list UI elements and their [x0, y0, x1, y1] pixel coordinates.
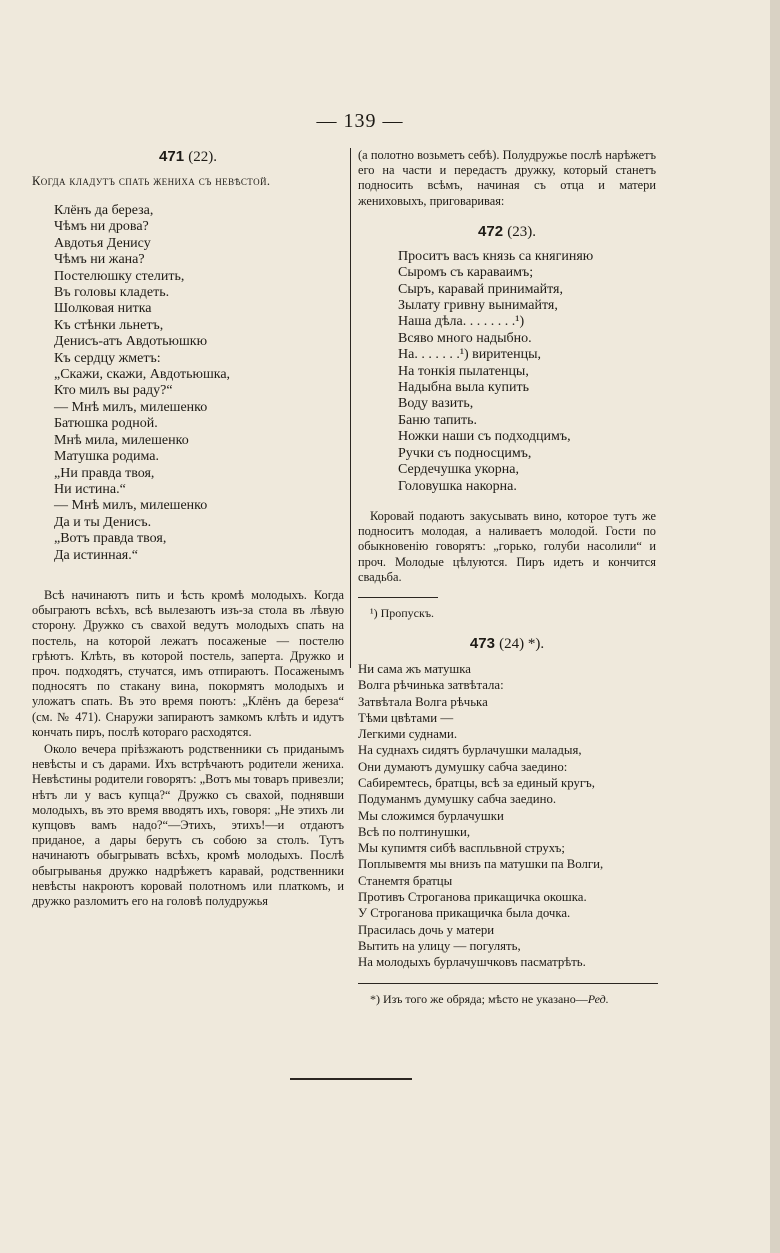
verse-line: Мы купимтя сибѣ васпльвной струхъ;: [358, 841, 565, 856]
verse-line: Авдотья Денису: [54, 235, 151, 251]
verse-line: Прасилась дочь у матери: [358, 922, 495, 937]
verse-line: Батюшка родной.: [54, 416, 158, 432]
verse-line: Сердечушка укорна,: [398, 462, 519, 478]
page-number: — 139 —: [316, 110, 404, 132]
song-number: 473: [469, 634, 495, 652]
left-column: [32, 148, 344, 909]
verse-line: Легкими суднами.: [358, 727, 458, 742]
verse-line: Шолковая нитка: [54, 301, 152, 317]
verse-line: Подуманмъ думушку сабча заедино.: [358, 792, 557, 807]
verse-472: [398, 249, 656, 495]
verse-line: Воду вазить,: [398, 396, 474, 412]
verse-line: Къ сердцу жметъ:: [54, 350, 161, 366]
verse-line: Да и ты Денисъ.: [54, 514, 152, 530]
song-heading-473: [358, 635, 656, 653]
verse-471: [54, 203, 344, 564]
song-heading-472: [358, 223, 656, 241]
verse-line: Волга рѣчинька затвѣтала:: [358, 678, 504, 693]
verse-line: Денисъ-атъ Авдотьюшкю: [54, 334, 208, 350]
song-subnumber: (22).: [188, 149, 217, 165]
verse-473: [358, 661, 656, 971]
editor-footnote: [370, 992, 656, 1007]
verse-line: Противъ Строганова прикащичка окошка.: [358, 890, 587, 905]
end-rule: [290, 1078, 412, 1080]
verse-line: — Мнѣ милъ, милешенко: [54, 399, 208, 415]
verse-line: Ножки наши съ подходцимъ,: [398, 429, 571, 445]
verse-line: Баню тапить.: [398, 412, 478, 428]
verse-line: Станемтя братцы: [358, 873, 453, 888]
verse-line: Поплывемтя мы внизъ па матушки па Волги,: [358, 857, 604, 872]
verse-line: Клёнъ да береза,: [54, 203, 154, 218]
verse-line: Сыромъ съ караваимъ;: [398, 265, 534, 281]
verse-line: „Вотъ правда твоя,: [54, 531, 167, 547]
verse-line: На. . . . . . .¹) виритенцы,: [398, 347, 542, 363]
verse-line: „Ни правда твоя,: [54, 465, 155, 481]
verse-line: Да истинная.“: [54, 547, 138, 563]
verse-line: На тонкія пылатенцы,: [398, 363, 529, 379]
verse-line: Всяво много надыбно.: [398, 330, 532, 346]
verse-line: Сабиремтесь, братцы, всѣ за единый кругъ,: [358, 776, 595, 790]
prose-paragraph: Около вечера пріѣзжаютъ родственники съ приданымъ невѣсты и съ дарами. Ихъ встрѣчаютъ родители жениха. Невѣстины родители говорятъ: „Вотъ мы товаръ привезли; нѣтъ ли у васъ купца?“ Дружко съ свахой, поднявши молодыхъ, въ это время вводятъ ихъ, говоря: „Не этихъ ли купцовъ вамъ надо?“—Этихъ, этихъ!—и отдаютъ приданое, а дары берутъ съ собою за столъ. Тутъ начинаютъ обыгрывать всѣхъ, кромѣ молодыхъ. Послѣ обыгрыванья дружко надрѣжетъ каравай, родственники невѣсты накроютъ коровай полотномъ или платкомъ, и дружко разломитъ его на головѣ полудружья: [32, 741, 344, 908]
verse-line: У Строганова прикащичка была дочка.: [358, 906, 571, 921]
verse-line: Наша дѣла. . . . . . . .¹): [398, 314, 525, 330]
verse-line: Вытить на улицу — погулять,: [358, 938, 521, 953]
verse-line: Проситъ васъ князь са княгиняю: [398, 248, 594, 264]
song-number: 471: [159, 148, 185, 165]
song-number: 472: [478, 222, 504, 240]
verse-line: Постелюшку стелить,: [54, 268, 185, 284]
footnote: ¹) Пропускъ.: [370, 605, 435, 620]
prose-paragraph: Всѣ начинаютъ пить и ѣсть кромѣ молодыхъ. Когда обыграютъ всѣхъ, всѣ вылезаютъ изъ-за стола въ лѣвую сторону. Дружко съ свахой ведутъ молодыхъ спать на постель, на которой лежатъ посаженые — постелю грѣютъ. Клѣть, въ которой постель, заперта. Дружко и проч. подходятъ, стучатся, имъ отпираютъ. Посаженымъ подносятъ по стакану вина, покормятъ молодыхъ и уложатъ спать. Въ это время поютъ: „Клёнъ да береза“ (см. № 471). Снаружи запираютъ замкомъ клѣть и идутъ кончать пиръ, послѣ котораго расходятся.: [32, 587, 344, 739]
footnote-rule: [358, 983, 658, 984]
verse-line: Ни истина.“: [54, 481, 126, 497]
verse-line: На молодыхъ бурлачушчковъ пасматрѣть.: [358, 955, 586, 970]
verse-line: Чѣмъ ни жана?: [54, 252, 145, 268]
song-subtitle: Когда кладутъ спать жениха съ невѣстой.: [32, 174, 271, 188]
verse-line: Мнѣ мила, милешенко: [54, 432, 189, 448]
verse-line: Тѣми цвѣтами —: [358, 710, 454, 725]
verse-line: Сыръ, каравай принимайтя,: [398, 281, 563, 297]
prose-paragraph: Коровай подаютъ закусывать вино, которое тутъ же подноситъ молодая, а наливаетъ молодой. Гости по обыкновенію говорятъ: „горько, голуби насолили“ и проч. Молодые цѣлуются. Пиръ идетъ и кончится свадьба.: [358, 508, 656, 584]
verse-line: Они думаютъ думушку сабча заедино:: [358, 759, 568, 774]
verse-line: Ни сама жъ матушка: [358, 661, 471, 676]
footnote-text: *) Изъ того же обряда; мѣсто не указано—: [370, 991, 588, 1006]
verse-line: Всѣ по полтинушки,: [358, 824, 471, 839]
verse-line: Надыбна выла купить: [398, 380, 529, 396]
song-subnumber: (24) *).: [499, 635, 545, 652]
verse-line: Чѣмъ ни дрова?: [54, 219, 149, 235]
right-column: [358, 148, 656, 1007]
footnote-rule: [358, 597, 438, 598]
song-subnumber: (23).: [507, 223, 536, 240]
verse-line: Ручки съ подносцимъ,: [398, 445, 532, 461]
verse-line: Затвѣтала Волга рѣчька: [358, 694, 488, 709]
verse-line: Зылату гривну вынимайтя,: [398, 298, 558, 314]
verse-line: Кто милъ вы раду?“: [54, 383, 173, 399]
page-edge: [770, 0, 780, 1253]
column-divider: [350, 148, 351, 668]
verse-line: Матушка родима.: [54, 449, 160, 465]
song-heading-471: [32, 148, 344, 166]
editor-signature: Ред.: [587, 991, 609, 1006]
verse-line: Къ стѣнки льнетъ,: [54, 317, 164, 333]
verse-line: Головушка накорна.: [398, 478, 517, 494]
prose-continuation: (а полотно возьметъ себѣ). Полудружье послѣ нарѣжетъ его на части и передастъ дружку, который станетъ подносить всѣмъ, начиная съ отца и матери жениховыхъ, приговаривая:: [358, 148, 656, 208]
verse-line: На суднахъ сидятъ бурлачушки маладыя,: [358, 743, 582, 758]
verse-line: Мы сложимся бурлачушки: [358, 808, 504, 823]
verse-line: Въ головы кладеть.: [54, 285, 170, 301]
verse-line: — Мнѣ милъ, милешенко: [54, 498, 208, 514]
verse-line: „Скажи, скажи, Авдотьюшка,: [54, 367, 231, 383]
